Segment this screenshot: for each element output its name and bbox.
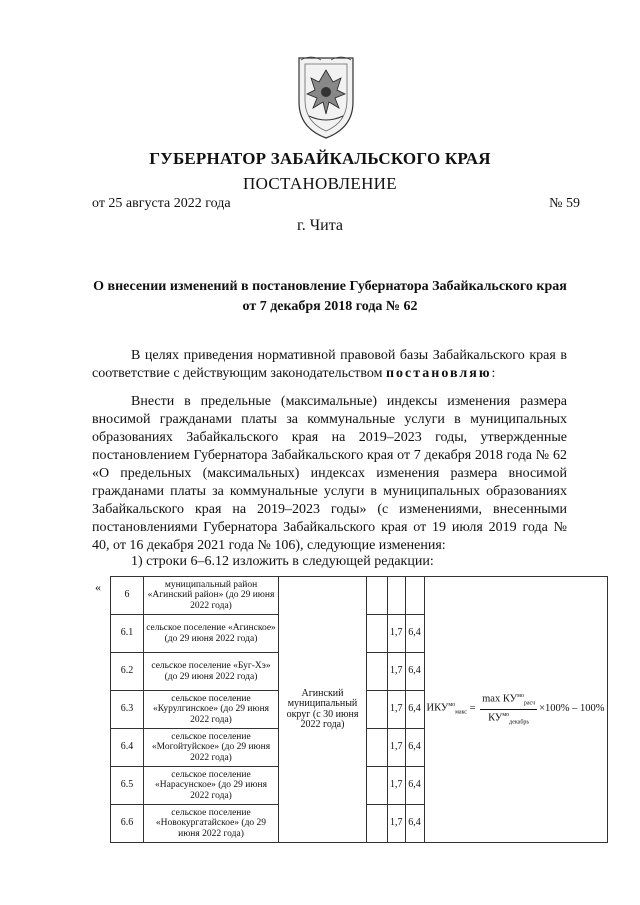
empty-cell [367, 691, 388, 729]
index-value-1: 1,7 [388, 615, 406, 653]
row-code: 6.6 [111, 805, 144, 843]
row-code: 6.2 [111, 653, 144, 691]
index-value-2 [405, 577, 424, 615]
main-text: Внести в предельные (максимальные) индексы изменения размера вносимой гражданами платы за коммунальные услуги в муниципальных образованиях Забайкальского края на 2019–2023 годы, утвержденные постановлением Губернатора Забайкальского края от 7 декабря 2018 года № 62 «О предельных (максимальных) индексах изменения размера вносимой гражданами платы за коммунальные услуги в муниципальных образованиях Забайкальского края на 2019–2023 годы» (с изменениями, внесенными постановлениями Губернатора Забайкальского края от 19 июля 2019 года № 40, от 16 декабря 2021 года № 106), следующие изменения: [92, 394, 567, 553]
empty-cell [367, 653, 388, 691]
formula-fraction: $\frac{\max КУ^{мо}_{расч}}{КУ^{мо}_{декабрь}}$ [482, 692, 536, 726]
row-code: 6.3 [111, 691, 144, 729]
paragraph-preamble [92, 347, 567, 383]
index-value-2: 6,4 [405, 615, 424, 653]
okrug-cell: Агинский муниципальный округ (с 30 июня 2022 года) [279, 577, 367, 843]
document-type: ПОСТАНОВЛЕНИЕ [243, 174, 397, 193]
paragraph-main [92, 393, 567, 555]
formula-cell [424, 577, 607, 843]
index-value-1: 1,7 [388, 767, 406, 805]
index-value-2: 6,4 [405, 805, 424, 843]
formula-rhs: ×100% – 100% [539, 703, 605, 715]
document-date: от 25 августа 2022 года [92, 196, 231, 211]
open-quote: « [95, 580, 101, 594]
table-row [111, 577, 608, 615]
row-code: 6.5 [111, 767, 144, 805]
index-value-1: 1,7 [388, 729, 406, 767]
row-code: 6.1 [111, 615, 144, 653]
index-value-2: 6,4 [405, 653, 424, 691]
municipality-name: сельское поселение «Агинское» (до 29 июня 2022 года) [144, 615, 279, 653]
index-value-2: 6,4 [405, 767, 424, 805]
item-1: 1) строки 6–6.12 изложить в следующей редакции: [131, 554, 434, 569]
amendment-table [110, 576, 608, 843]
municipality-name: сельское поселение «Буг-Хэ» (до 29 июня 2022 года) [144, 653, 279, 691]
preamble-text: В целях приведения нормативной правовой базы Забайкальского края в соответствие с действующим законодательством [92, 348, 567, 381]
formula: $ИКУ^{мо}_{макс}$ = $\frac{\max КУ^{мо}_{расч}}{КУ^{мо}_{декабрь}}$ ×100% – 100% [427, 691, 605, 728]
municipality-name: муниципальный район «Агинский район» (до 29 июня 2022 года) [144, 577, 279, 615]
preamble-end: : [491, 366, 496, 381]
document-heading: О внесении изменений в постановление Губернатора Забайкальского края от 7 декабря 2018 года № 62 [93, 279, 567, 314]
municipality-name: сельское поселение «Нарасунское» (до 29 июня 2022 года) [144, 767, 279, 805]
index-value-1: 1,7 [388, 691, 406, 729]
index-value-1: 1,7 [388, 805, 406, 843]
row-code: 6.4 [111, 729, 144, 767]
index-value-2: 6,4 [405, 691, 424, 729]
formula-lhs: $ИКУ^{мо}_{макс}$ [426, 702, 467, 717]
empty-cell [367, 729, 388, 767]
governor-title: ГУБЕРНАТОР ЗАБАЙКАЛЬСКОГО КРАЯ [149, 149, 491, 168]
empty-cell [367, 767, 388, 805]
index-value-1 [388, 577, 406, 615]
municipality-name: сельское поселение «Новокургатайское» (до 29 июня 2022 года) [144, 805, 279, 843]
document-number: № 59 [549, 196, 580, 211]
empty-cell [367, 577, 388, 615]
municipality-name: сельское поселение «Могойтуйское» (до 29 июня 2022 года) [144, 729, 279, 767]
city: г. Чита [296, 217, 343, 234]
empty-cell [367, 805, 388, 843]
coat-of-arms-emblem [291, 52, 361, 142]
index-value-2: 6,4 [405, 729, 424, 767]
row-code: 6 [111, 577, 144, 615]
municipality-name: сельское поселение «Курулгинское» (до 29 июня 2022 года) [144, 691, 279, 729]
decree-word: постановляю [385, 366, 492, 381]
index-value-1: 1,7 [388, 653, 406, 691]
empty-cell [367, 615, 388, 653]
